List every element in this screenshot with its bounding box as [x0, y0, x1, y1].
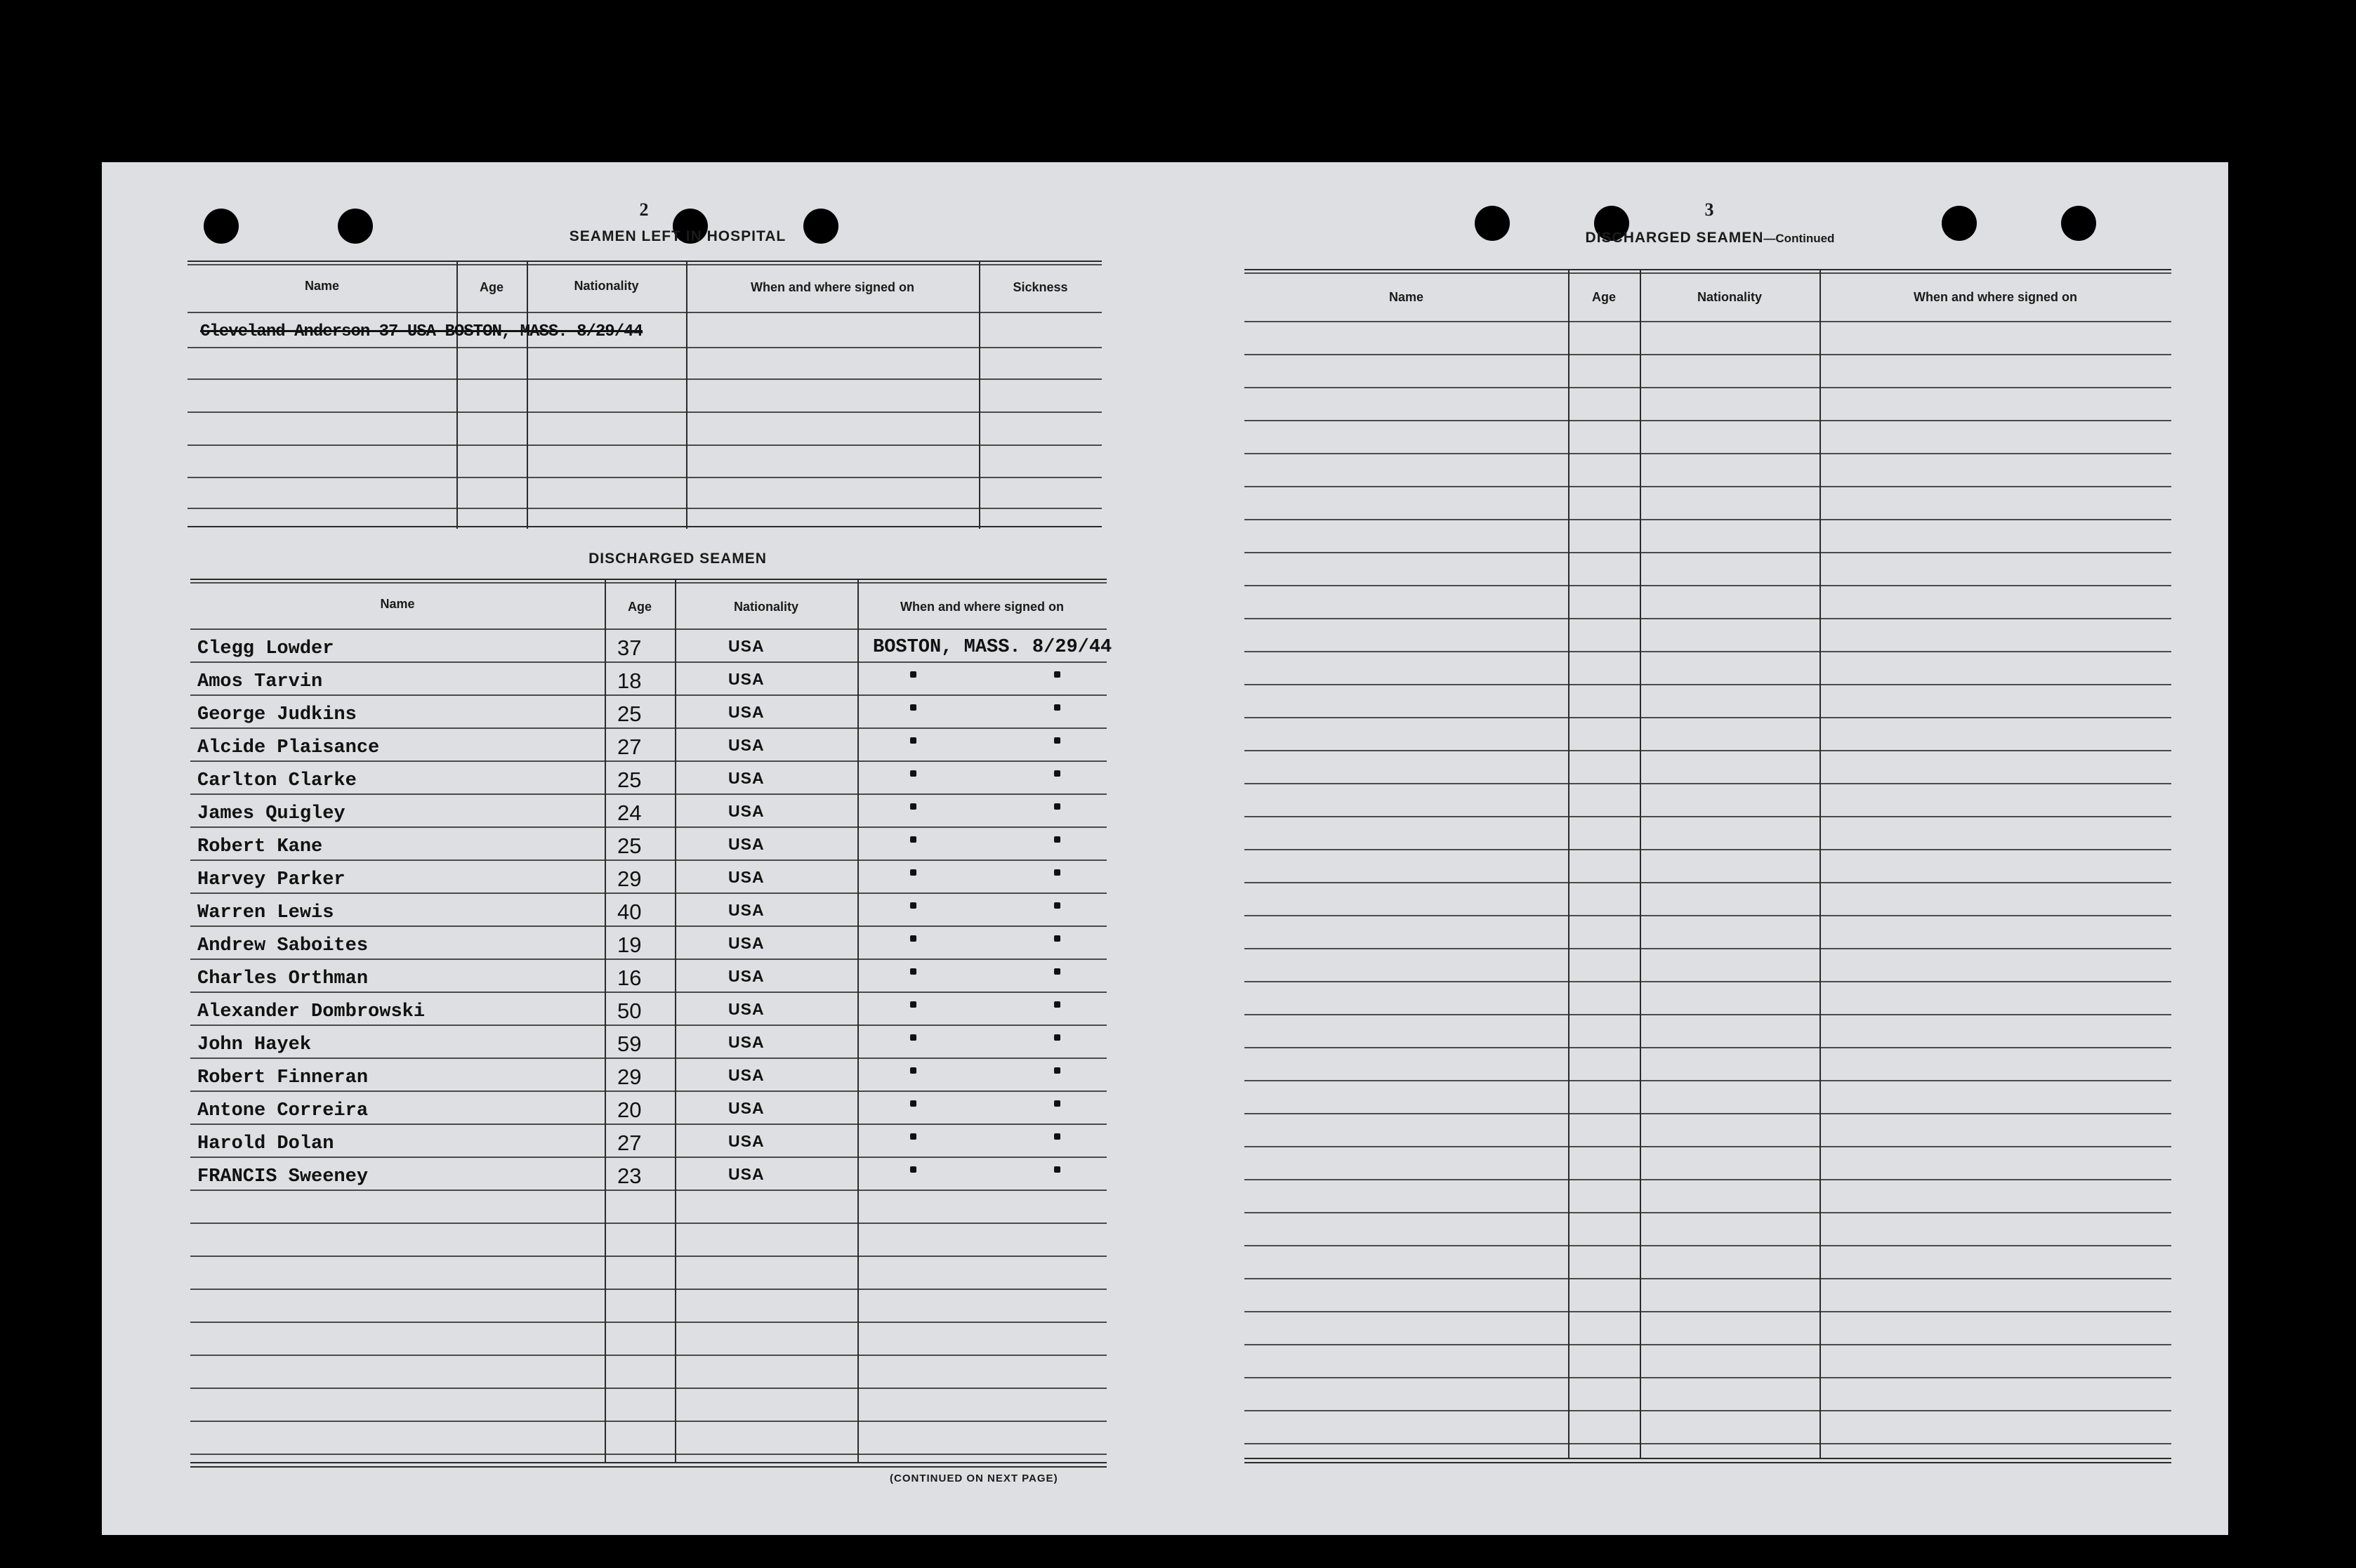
ditto-mark: [1054, 737, 1060, 744]
hospital-header-nationality: Nationality: [574, 279, 639, 293]
hospital-header-signed-on: When and where signed on: [750, 280, 914, 294]
page-number-left: 2: [639, 199, 649, 220]
seaman-age: 40: [617, 900, 642, 924]
seaman-name: Robert Kane: [197, 836, 323, 857]
ditto-mark: [1054, 1034, 1060, 1041]
seaman-nationality: USA: [728, 1033, 765, 1051]
punch-hole: [1942, 206, 1977, 241]
seaman-nationality: USA: [728, 1066, 765, 1084]
ditto-mark: [1054, 1001, 1060, 1008]
ditto-mark: [910, 869, 916, 876]
seaman-nationality: USA: [728, 1132, 765, 1150]
discharged-header-name: Name: [380, 597, 415, 611]
hospital-section-title: SEAMEN LEFT IN HOSPITAL: [569, 228, 787, 244]
ditto-mark: [910, 1067, 916, 1074]
seaman-nationality: USA: [728, 934, 765, 952]
ditto-mark: [1054, 770, 1060, 777]
seaman-name: Antone Correira: [197, 1100, 369, 1121]
seaman-age: 25: [617, 834, 642, 858]
seaman-name: Alcide Plaisance: [197, 737, 380, 758]
seaman-name: Alexander Dombrowski: [197, 1001, 426, 1022]
ditto-mark: [910, 935, 916, 942]
ditto-mark: [1054, 869, 1060, 876]
ditto-mark: [910, 1133, 916, 1140]
discharged-section-title: DISCHARGED SEAMEN: [588, 551, 767, 567]
ditto-mark: [1054, 902, 1060, 909]
ditto-mark: [910, 770, 916, 777]
ditto-mark: [910, 1034, 916, 1041]
seaman-age: 16: [617, 966, 642, 990]
hospital-header-age: Age: [479, 280, 504, 294]
ditto-mark: [1054, 704, 1060, 711]
ditto-mark: [910, 968, 916, 975]
continued-title-suffix: —Continued: [1763, 232, 1835, 245]
seaman-age: 59: [617, 1032, 642, 1056]
seaman-age: 23: [617, 1164, 642, 1188]
seaman-name: Clegg Lowder: [197, 638, 334, 659]
continued-header-name: Name: [1388, 290, 1424, 304]
seaman-nationality: USA: [728, 637, 765, 655]
document-sheet: [102, 162, 2228, 1535]
discharged-continued-table: [1244, 269, 2171, 1465]
punch-hole: [338, 209, 373, 244]
seaman-name: Carlton Clarke: [197, 770, 357, 791]
seaman-nationality: USA: [728, 967, 765, 985]
seaman-name: Charles Orthman: [197, 968, 369, 989]
ditto-mark: [1054, 1067, 1060, 1074]
seaman-nationality: USA: [728, 1165, 765, 1183]
seaman-name: FRANCIS Sweeney: [197, 1166, 369, 1187]
discharged-header-signed-on: When and where signed on: [900, 600, 1064, 614]
seaman-name: John Hayek: [197, 1034, 312, 1055]
seaman-name: James Quigley: [197, 803, 345, 824]
seaman-nationality: USA: [728, 1099, 765, 1117]
discharged-header-nationality: Nationality: [733, 600, 798, 614]
ditto-mark: [1054, 935, 1060, 942]
seaman-nationality: USA: [728, 1000, 765, 1018]
seaman-name: Amos Tarvin: [197, 671, 323, 692]
ditto-mark: [910, 1166, 916, 1173]
continued-section-title: [1506, 230, 1914, 246]
seaman-age: 37: [617, 635, 642, 660]
ditto-mark: [1054, 803, 1060, 810]
ditto-mark: [1054, 1100, 1060, 1107]
hospital-header-sickness: Sickness: [1013, 280, 1068, 294]
continued-header-nationality: Nationality: [1697, 290, 1762, 304]
seaman-nationality: USA: [728, 901, 765, 919]
ditto-mark: [1054, 968, 1060, 975]
ditto-mark: [1054, 836, 1060, 843]
discharged-table: [190, 579, 1112, 1469]
seaman-nationality: USA: [728, 868, 765, 886]
punch-hole: [2061, 206, 2096, 241]
seaman-name: Warren Lewis: [197, 902, 334, 923]
seaman-signed-on: BOSTON, MASS. 8/29/44: [873, 637, 1112, 658]
seaman-age: 27: [617, 1131, 642, 1155]
seaman-name: Robert Finneran: [197, 1067, 369, 1088]
seaman-age: 20: [617, 1098, 642, 1122]
seaman-age: 29: [617, 1065, 642, 1089]
ditto-mark: [910, 671, 916, 678]
ditto-mark: [910, 1100, 916, 1107]
ditto-mark: [910, 704, 916, 711]
seaman-age: 50: [617, 999, 642, 1023]
seaman-nationality: USA: [728, 670, 765, 688]
continued-note: (CONTINUED ON NEXT PAGE): [890, 1473, 1058, 1484]
seaman-name: George Judkins: [197, 704, 357, 725]
seaman-nationality: USA: [728, 703, 765, 721]
punch-hole: [1475, 206, 1510, 241]
continued-header-signed-on: When and where signed on: [1913, 290, 2077, 304]
seaman-name: Harold Dolan: [197, 1133, 334, 1154]
seaman-nationality: USA: [728, 736, 765, 754]
ditto-mark: [910, 1001, 916, 1008]
seaman-age: 25: [617, 767, 642, 792]
seaman-age: 19: [617, 933, 642, 957]
seaman-age: 24: [617, 801, 642, 825]
hospital-header-name: Name: [304, 279, 340, 293]
seaman-age: 25: [617, 701, 642, 726]
seaman-age: 29: [617, 867, 642, 891]
seaman-name: Harvey Parker: [197, 869, 345, 890]
struck-out-entry: Cleveland Anderson 37 USA BOSTON, MASS. 8/29/44: [200, 322, 643, 341]
discharged-header-age: Age: [627, 600, 652, 614]
seaman-nationality: USA: [728, 835, 765, 853]
continued-header-age: Age: [1591, 290, 1616, 304]
page-number-right: 3: [1704, 199, 1714, 220]
ditto-mark: [910, 737, 916, 744]
hospital-table: [187, 261, 1102, 529]
seaman-name: Andrew Saboites: [197, 935, 369, 956]
seaman-age: 27: [617, 734, 642, 759]
ditto-mark: [910, 902, 916, 909]
seaman-age: 18: [617, 668, 642, 693]
seaman-nationality: USA: [728, 802, 765, 820]
ditto-mark: [910, 836, 916, 843]
ditto-mark: [1054, 1133, 1060, 1140]
ditto-mark: [910, 803, 916, 810]
seaman-nationality: USA: [728, 769, 765, 787]
continued-title-main: DISCHARGED SEAMEN: [1585, 230, 1764, 246]
punch-hole: [204, 209, 239, 244]
ditto-mark: [1054, 671, 1060, 678]
ditto-mark: [1054, 1166, 1060, 1173]
